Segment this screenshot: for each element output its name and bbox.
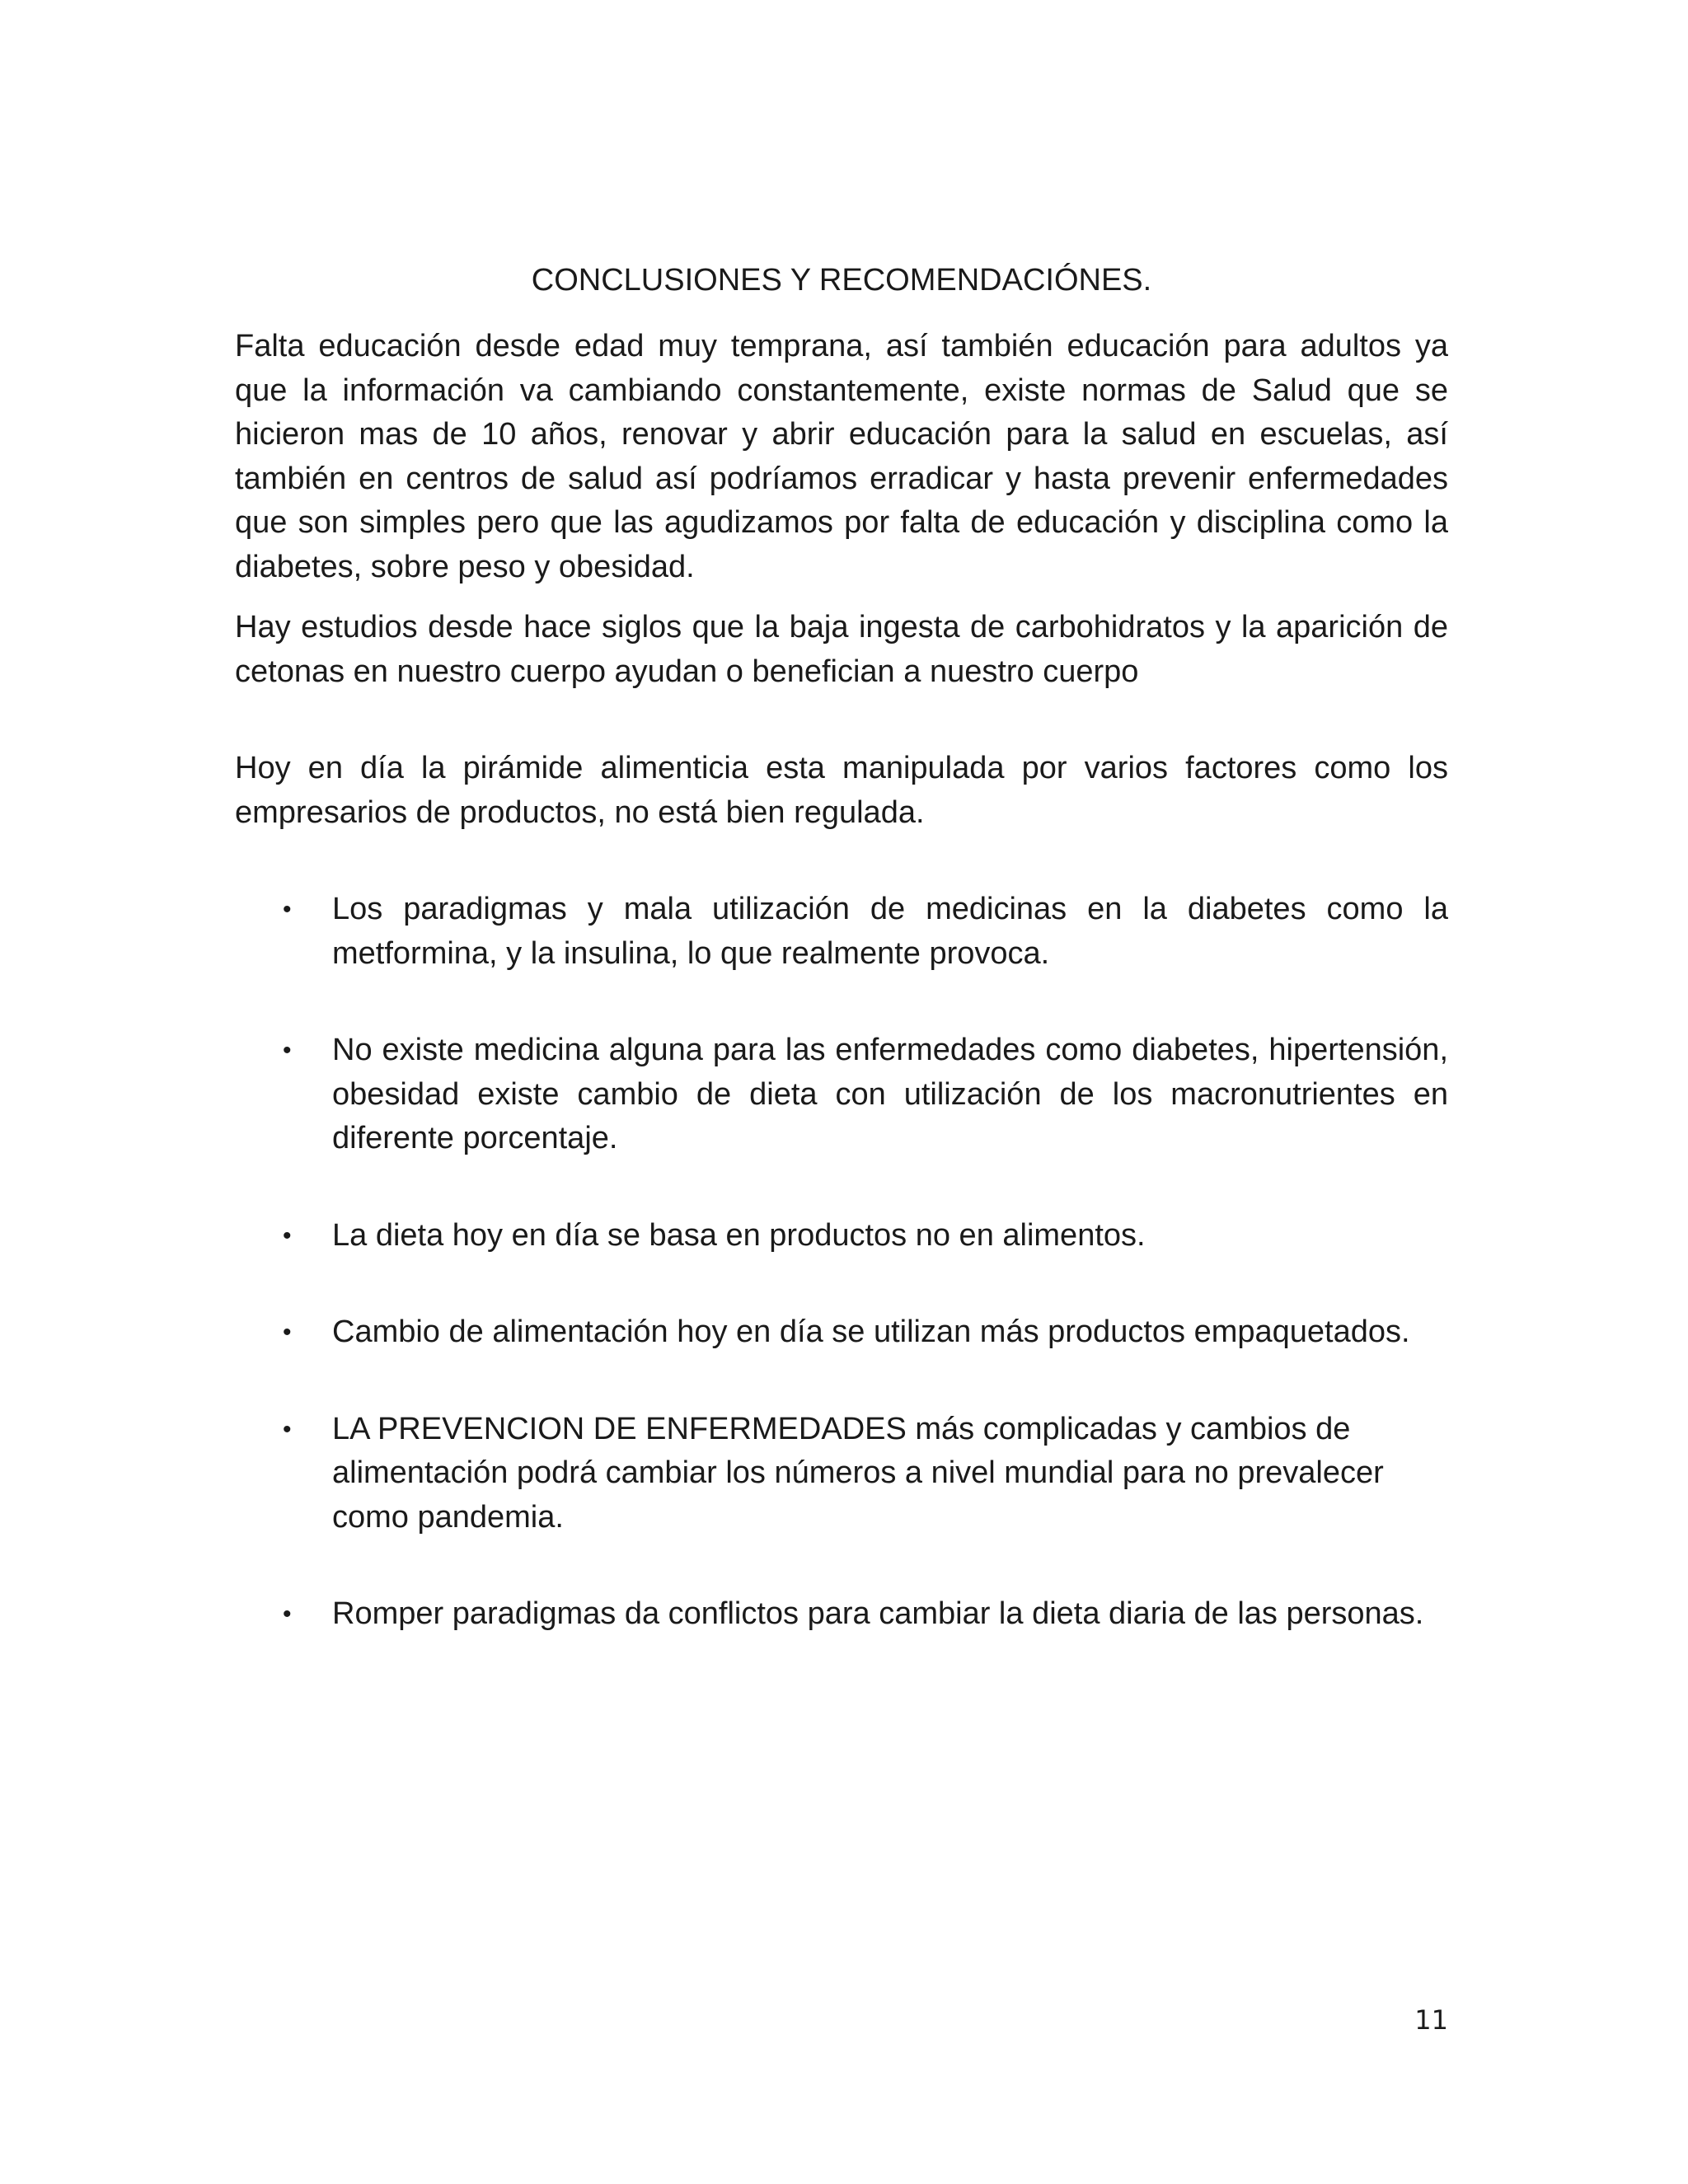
list-item — [235, 1029, 1448, 1161]
list-item-text: LA PREVENCION DE ENFERMEDADES más complicadas y cambios de alimentación podrá cambiar los números a nivel mundial para no prevalecer como pandemia. — [332, 1411, 1384, 1535]
document-body — [235, 325, 1448, 1637]
list-item — [235, 1214, 1448, 1258]
list-item-text: No existe medicina alguna para las enfermedades como diabetes, hipertensión, obesidad existe cambio de dieta con utilización de los macronutrientes en diferente porcentaje. — [332, 1033, 1448, 1155]
list-item — [235, 1310, 1448, 1355]
paragraph-education: Falta educación desde edad muy temprana, así también educación para adultos ya que la información va cambiando constantemente, existe normas de Salud que se hicieron mas de 10 años, renovar y abrir educación para la salud en escuelas, así también en centros de salud así podríamos erradicar y hasta prevenir enfermedades que son simples pero que las agudizamos por falta de educación y disciplina como la diabetes, sobre peso y obesidad. — [235, 329, 1448, 584]
list-item-text: La dieta hoy en día se basa en productos no en alimentos. — [332, 1217, 1146, 1253]
paragraph-carbohydrates: Hay estudios desde hace siglos que la baja ingesta de carbohidratos y la aparición de cetonas en nuestro cuerpo ayudan o benefician a nuestro cuerpo — [235, 610, 1448, 689]
page-number: 11 — [1414, 2004, 1448, 2036]
paragraph-food-pyramid: Hoy en día la pirámide alimenticia esta manipulada por varios factores como los empresarios de productos, no está bien regulada. — [235, 751, 1448, 830]
bullet-icon: • — [283, 896, 292, 923]
list-item — [235, 888, 1448, 976]
page-title: CONCLUSIONES Y RECOMENDACIÓNES. — [531, 263, 1152, 298]
list-item-text: Los paradigmas y mala utilización de medicinas en la diabetes como la metformina, y la insulina, lo que realmente provoca. — [332, 892, 1448, 971]
list-item-text: Romper paradigmas da conflictos para cambiar la dieta diaria de las personas. — [332, 1596, 1424, 1631]
list-item — [235, 1592, 1448, 1637]
bullet-icon: • — [283, 1415, 292, 1443]
list-item — [235, 1408, 1448, 1540]
bullet-icon: • — [283, 1221, 292, 1249]
bullet-icon: • — [283, 1601, 292, 1628]
list-item-text: Cambio de alimentación hoy en día se utilizan más productos empaquetados. — [332, 1315, 1410, 1349]
recommendations-list — [235, 888, 1448, 1637]
bullet-icon: • — [283, 1037, 292, 1064]
bullet-icon: • — [283, 1319, 292, 1346]
